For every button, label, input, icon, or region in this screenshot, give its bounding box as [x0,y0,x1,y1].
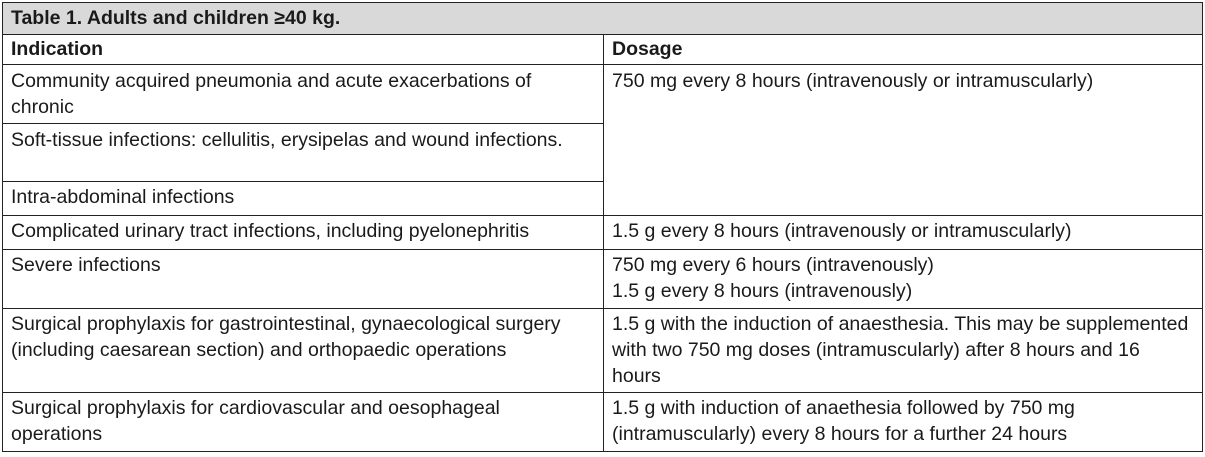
dosage-cell [604,250,1203,309]
indication-cell: Soft-tissue infections: cellulitis, erysipelas and wound infections. [3,124,604,182]
indication-cell: Complicated urinary tract infections, including pyelonephritis [3,216,604,250]
table-row [3,216,1203,250]
dosage-table [2,2,1203,452]
header-indication: Indication [3,35,604,65]
dosage-line: 750 mg every 6 hours (intravenously) [612,254,934,276]
dosage-cell: 1.5 g every 8 hours (intravenously or intramuscularly) [604,216,1203,250]
table-row [3,309,1203,393]
table-title-row [3,3,1203,35]
dosage-line: 1.5 g every 8 hours (intravenously) [612,280,913,302]
indication-cell: Surgical prophylaxis for cardiovascular and oesophageal operations [3,393,604,452]
table-row [3,393,1203,452]
indication-cell: Community acquired pneumonia and acute exacerbations of chronic [3,65,604,124]
dosage-table-container [2,2,1202,452]
table-row [3,250,1203,309]
dosage-cell: 1.5 g with the induction of anaesthesia. This may be supplemented with two 750 mg doses (intramuscularly) after 8 hours and 16 hours [604,309,1203,393]
header-dosage: Dosage [604,35,1203,65]
table-header-row [3,35,1203,65]
table-row [3,65,1203,124]
indication-cell: Severe infections [3,250,604,309]
indication-cell: Surgical prophylaxis for gastrointestinal, gynaecological surgery (including caesarean section) and orthopaedic operations [3,309,604,393]
indication-cell: Intra-abdominal infections [3,182,604,216]
dosage-cell: 750 mg every 8 hours (intravenously or intramuscularly) [604,65,1203,216]
dosage-cell: 1.5 g with induction of anaethesia followed by 750 mg (intramuscularly) every 8 hours for a further 24 hours [604,393,1203,452]
table-title: Table 1. Adults and children ≥40 kg. [3,3,1203,35]
